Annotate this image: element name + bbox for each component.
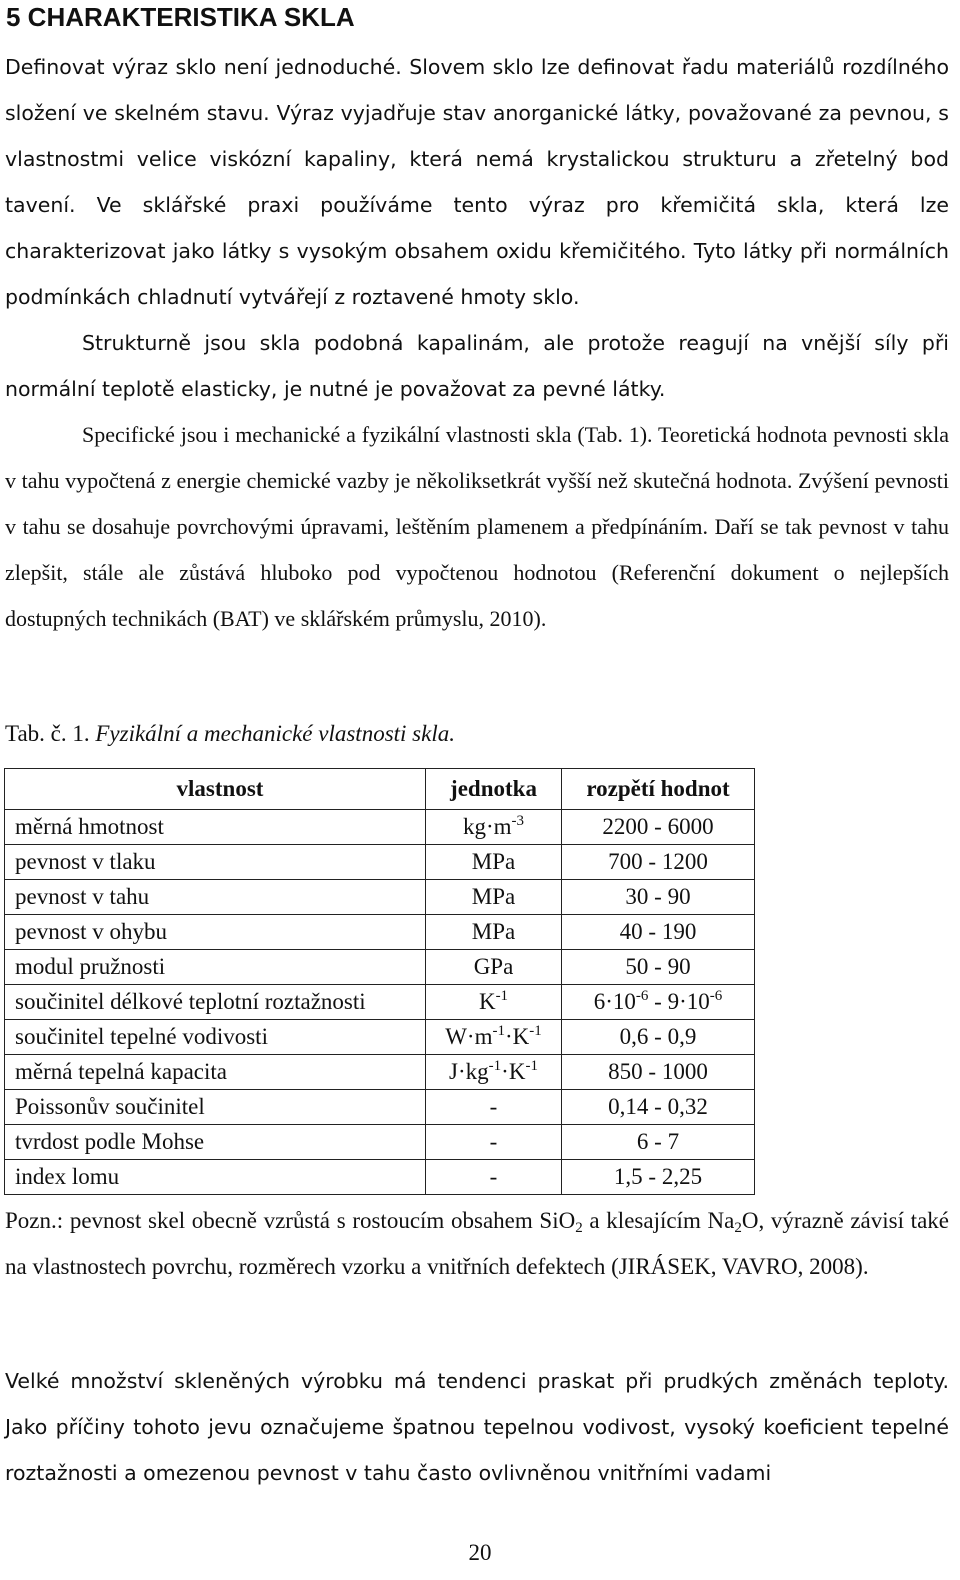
unit-cell-exponent: -3 — [511, 813, 525, 829]
page-number: 20 — [468, 1540, 492, 1565]
range-cell-text: 850 - 1000 — [608, 1059, 708, 1084]
property-name-cell: pevnost v tlaku — [5, 845, 426, 880]
unit-cell-exponent: -1 — [495, 988, 509, 1004]
unit-cell-text: MPa — [471, 919, 516, 944]
unit-cell-text: GPa — [473, 954, 514, 979]
unit-cell-text: - — [489, 1129, 498, 1154]
unit-cell-text: ·K — [501, 1059, 526, 1084]
unit-cell — [426, 810, 562, 845]
paragraph-structure: Strukturně jsou skla podobná kapalinám, ale protože reagují na vnější síly při normální teplotě elasticky, je nutné je považovat za pevné látky. — [5, 331, 949, 401]
property-name-cell: modul pružnosti — [5, 950, 426, 985]
range-cell — [562, 1020, 755, 1055]
unit-cell — [426, 1125, 562, 1160]
unit-cell — [426, 950, 562, 985]
note-text-3: O, výrazně závisí také na vlastnostech povrchu, rozměrech vzorku a vnitřních defektech (JIRÁSEK, VAVRO, 2008). — [5, 1208, 949, 1279]
table-header-row — [5, 769, 755, 810]
unit-cell-exponent: -1 — [525, 1058, 538, 1074]
property-name-cell: součinitel tepelné vodivosti — [5, 1020, 426, 1055]
table-row — [5, 985, 755, 1020]
table-body — [5, 810, 755, 1195]
range-cell-text: 30 - 90 — [625, 884, 691, 909]
range-cell — [562, 880, 755, 915]
table-row — [5, 1125, 755, 1160]
range-cell-text: 40 - 190 — [619, 919, 697, 944]
property-name-cell: index lomu — [5, 1160, 426, 1195]
unit-cell-text: MPa — [471, 884, 516, 909]
range-cell-text: 6 - 7 — [636, 1129, 680, 1154]
chapter-heading: 5 CHARAKTERISTIKA SKLA — [6, 2, 355, 32]
note-sub-2: 2 — [734, 1220, 742, 1236]
table-row — [5, 845, 755, 880]
range-cell — [562, 1055, 755, 1090]
table-row — [5, 1055, 755, 1090]
range-cell-exponent: -6 — [709, 988, 723, 1004]
range-cell — [562, 1090, 755, 1125]
unit-cell — [426, 1020, 562, 1055]
properties-table — [4, 768, 755, 1195]
unit-cell-text: MPa — [471, 849, 516, 874]
paragraph-cracking: Velké množství skleněných výrobku má tendenci praskat při prudkých změnách teploty. Jako příčiny tohoto jevu označujeme špatnou tepelnou vodivost, vysoký koeficient tepelné roztažnosti a omezenou pevnost v tahu často ovlivněnou vnitřními vadami — [5, 1369, 949, 1485]
range-cell — [562, 1160, 755, 1195]
range-cell — [562, 950, 755, 985]
unit-cell-exponent: -1 — [529, 1023, 542, 1039]
note-text-1: Pozn.: pevnost skel obecně vzrůstá s rostoucím obsahem SiO — [5, 1208, 576, 1233]
table-note — [5, 1198, 949, 1290]
property-name-cell: měrná tepelná kapacita — [5, 1055, 426, 1090]
paragraph-definition: Definovat výraz sklo není jednoduché. Slovem sklo lze definovat řadu materiálů rozdílného složení ve skelném stavu. Výraz vyjadřuje stav anorganické látky, považované za pevnou, s vlastnostmi velice viskózní kapaliny, která nemá krystalickou strukturu a zřetelný bod tavení. Ve sklářské praxi používáme tento výraz pro křemičitá skla, která lze charakterizovat jako látky s vysokým obsahem oxidu křemičitého. Tyto látky při normálních podmínkách chladnutí vytvářejí z roztavené hmoty sklo. — [5, 55, 949, 309]
unit-cell-text: W·m — [445, 1024, 493, 1049]
table-row — [5, 950, 755, 985]
unit-cell-text: kg·m — [462, 814, 512, 839]
unit-cell-text: ·K — [504, 1024, 530, 1049]
caption-title: Fyzikální a mechanické vlastnosti skla. — [95, 721, 455, 746]
range-cell-text: 0,14 - 0,32 — [608, 1094, 708, 1119]
note-text-2: a klesajícím Na — [582, 1208, 735, 1233]
table-row — [5, 810, 755, 845]
header-range: rozpětí hodnot — [562, 769, 755, 810]
table-row — [5, 1160, 755, 1195]
unit-cell-text: J·kg — [449, 1059, 489, 1084]
property-name-cell: součinitel délkové teplotní roztažnosti — [5, 985, 426, 1020]
unit-cell-text: K — [478, 989, 496, 1014]
range-cell — [562, 985, 755, 1020]
range-cell — [562, 915, 755, 950]
unit-cell — [426, 915, 562, 950]
unit-cell-text: - — [489, 1164, 498, 1189]
range-cell-text: 1,5 - 2,25 — [613, 1164, 703, 1189]
property-name-cell: měrná hmotnost — [5, 810, 426, 845]
unit-cell — [426, 1160, 562, 1195]
header-unit: jednotka — [426, 769, 562, 810]
unit-cell — [426, 1090, 562, 1125]
property-name-cell: Poissonův součinitel — [5, 1090, 426, 1125]
table-caption — [5, 716, 455, 752]
range-cell — [562, 1125, 755, 1160]
range-cell-exponent: -6 — [635, 988, 649, 1004]
header-property: vlastnost — [5, 769, 426, 810]
table-row — [5, 880, 755, 915]
unit-cell-exponent: -1 — [488, 1058, 502, 1074]
unit-cell — [426, 985, 562, 1020]
range-cell-text: - 9·10 — [648, 989, 710, 1014]
range-cell — [562, 810, 755, 845]
unit-cell — [426, 880, 562, 915]
range-cell-text: 6·10 — [593, 989, 636, 1014]
range-cell-text: 50 - 90 — [625, 954, 691, 979]
property-name-cell: pevnost v tahu — [5, 880, 426, 915]
unit-cell — [426, 1055, 562, 1090]
range-cell-text: 700 - 1200 — [608, 849, 708, 874]
property-name-cell: tvrdost podle Mohse — [5, 1125, 426, 1160]
range-cell-text: 0,6 - 0,9 — [619, 1024, 697, 1049]
property-name-cell: pevnost v ohybu — [5, 915, 426, 950]
table-row — [5, 915, 755, 950]
unit-cell-exponent: -1 — [492, 1023, 505, 1039]
range-cell-text: 2200 - 6000 — [602, 814, 714, 839]
caption-prefix: Tab. č. 1. — [5, 721, 90, 746]
unit-cell-text: - — [489, 1094, 498, 1119]
paragraph-properties: Specifické jsou i mechanické a fyzikální vlastnosti skla (Tab. 1). Teoretická hodnota pevnosti skla v tahu vypočtená z energie chemické vazby je několiksetkrát vyšší než skutečná hodnota. Zvýšení pevnosti v tahu se dosahuje povrchovými úpravami, leštěním plamenem a předpínáním. Daří se tak pevnost v tahu zlepšit, stále ale zůstává hluboko pod vypočtenou hodnotou (Referenční dokument o nejlepších dostupných technikách (BAT) ve sklářském průmyslu, 2010). — [5, 422, 949, 631]
unit-cell — [426, 845, 562, 880]
table-row — [5, 1020, 755, 1055]
range-cell — [562, 845, 755, 880]
note-sub-1: 2 — [575, 1220, 583, 1236]
table-row — [5, 1090, 755, 1125]
